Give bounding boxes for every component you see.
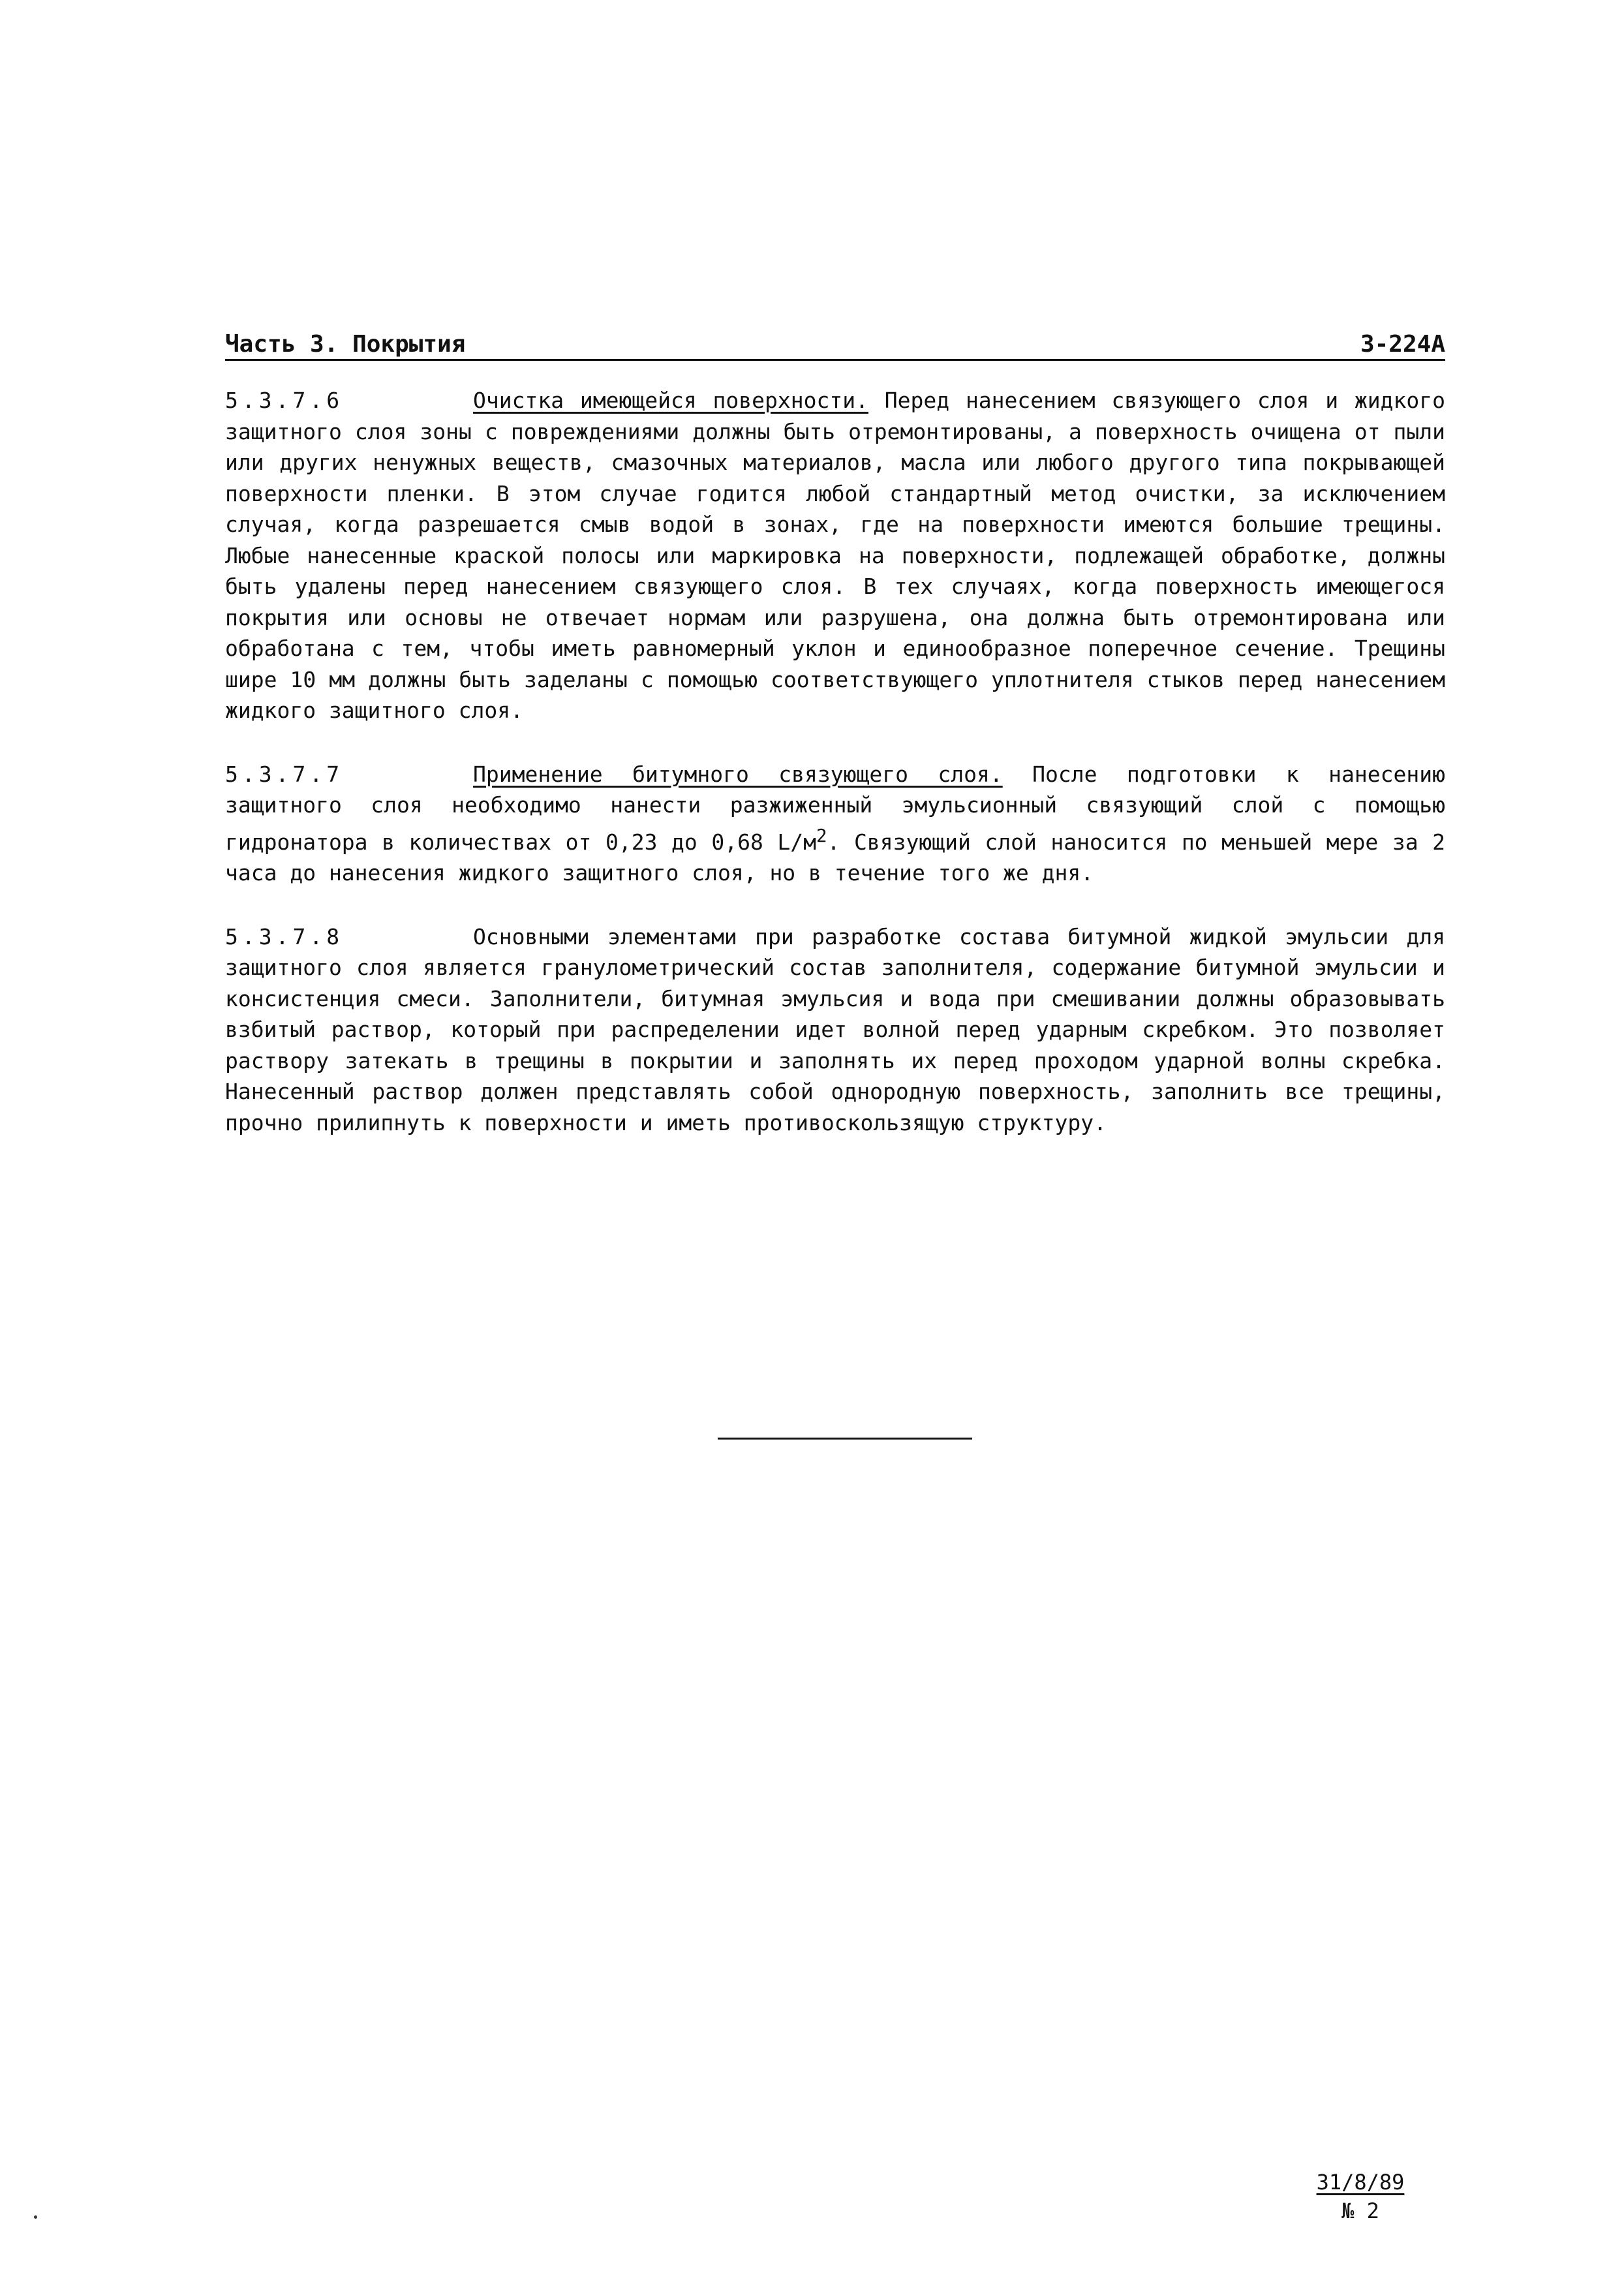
- section-text-continued: . Связующий слой наносится по меньшей мере за 2 часа до нанесения жидкого защитного слоя, но в течение того же дня.: [225, 829, 1446, 886]
- document-body: [225, 385, 1445, 1171]
- section-text: После подготовки к нанесению защитного слоя необходимо нанести разжиженный эмульсионный связующий слой с помощью гидронатора в количествах от 0,23 до 0,68 L/м: [225, 761, 1445, 855]
- section-text: Перед нанесением связующего слоя и жидкого защитного слоя зоны с повреждениями должны быть отремонтированы, а поверхность очищена от пыли или других ненужных веществ, смазочных материалов, масла или любого другого типа покрывающей поверхности пленки. В этом случае годится любой стандартный метод очистки, за исключением случая, когда разрешается смыв водой в зонах, где на поверхности имеются большие трещины. Любые нанесенные краской полосы или маркировка на поверхности, подлежащей обработке, должны быть удалены перед нанесением связующего слоя. В тех случаях, когда поверхность имеющегося покрытия или основы не отвечает нормам или разрушена, она должна быть отремонтирована или обработана с тем, чтобы иметь равномерный уклон и единообразное поперечное сечение. Трещины шире 10 мм должны быть заделаны с помощью соответствующего уплотнителя стыков перед нанесением жидкого защитного слоя.: [225, 388, 1446, 723]
- section-5-3-7-7: [225, 759, 1445, 889]
- page-header: [225, 326, 1445, 361]
- end-rule: [718, 1438, 972, 1440]
- superscript: 2: [816, 825, 827, 846]
- scan-speck: [34, 2215, 37, 2219]
- footer-number: № 2: [1341, 2198, 1379, 2223]
- section-title: Очистка имеющейся поверхности.: [473, 388, 868, 413]
- header-part-title: Часть 3. Покрытия: [225, 331, 466, 358]
- section-title: Применение битумного связующего слоя.: [473, 761, 1003, 787]
- footer-date: 31/8/89: [1316, 2170, 1405, 2195]
- section-5-3-7-8: [225, 921, 1445, 1139]
- section-text: Основными элементами при разработке состава битумной жидкой эмульсии для защитного слоя является гранулометрический состав заполнителя, содержание битумной эмульсии и консистенция смеси. Заполнители, битумная эмульсия и вода при смешивании должны образовывать взбитый раствор, который при распределении идет волной перед ударным скребком. Это позволяет раствору затекать в трещины в покрытии и заполнять их перед проходом ударной волны скребка. Нанесенный раствор должен представлять собой однородную поверхность, заполнить все трещины, прочно прилипнуть к поверхности и иметь противоскользящую структуру.: [225, 923, 1445, 1135]
- page-footer: [1279, 2168, 1442, 2225]
- header-page-code: 3-224A: [1360, 331, 1445, 358]
- section-number: 5.3.7.6: [225, 388, 344, 413]
- section-5-3-7-6: [225, 385, 1445, 726]
- section-number: 5.3.7.8: [225, 923, 344, 949]
- section-number: 5.3.7.7: [225, 761, 344, 787]
